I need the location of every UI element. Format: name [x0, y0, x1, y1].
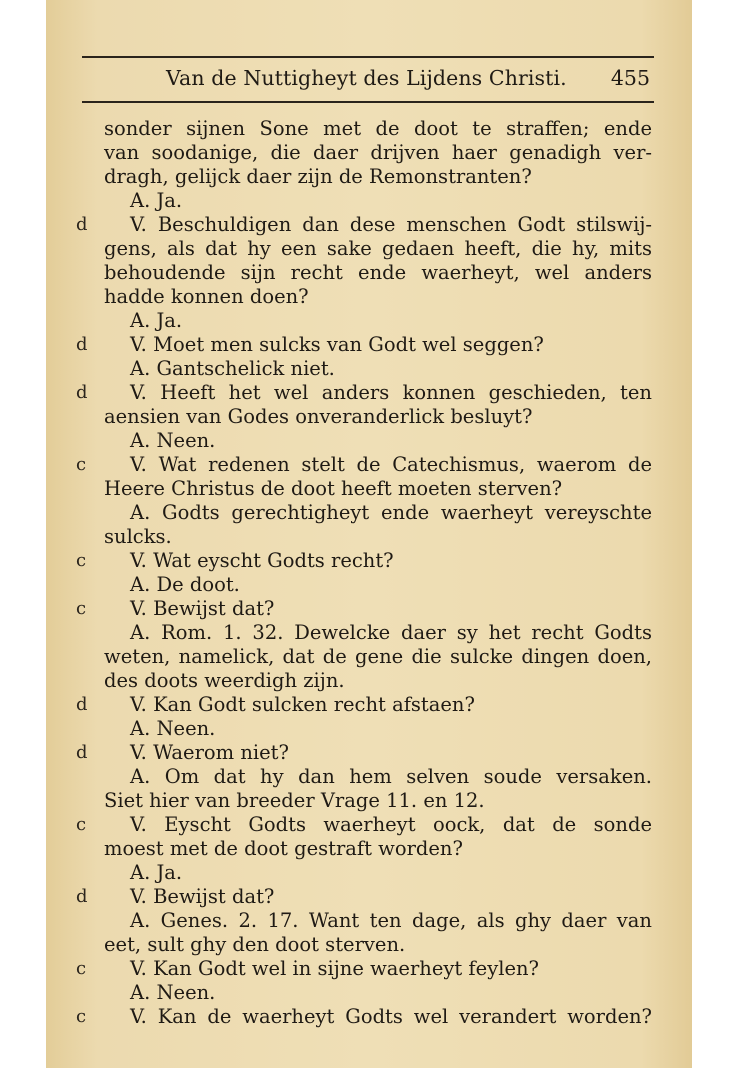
text-line: A. Godts gerechtigheyt ende waerheyt vereyschte [130, 501, 652, 524]
text-line: moest met de doot gestraft worden? [104, 837, 463, 860]
text-line: sulcks. [104, 525, 172, 548]
margin-mark: c [76, 958, 87, 979]
text-line: aensien van Godes onveranderlick besluyt? [104, 405, 533, 428]
margin-mark: c [76, 550, 87, 571]
text-line: weten, namelick, dat de gene die sulcke dingen doen, [104, 645, 652, 668]
page-number: 455 [610, 66, 650, 90]
text-line: V. Beschuldigen dan dese menschen Godt stilswij- [130, 213, 652, 236]
text-line: V. Wat redenen stelt de Catechismus, waerom de [130, 453, 652, 476]
text-line: V. Bewijst dat? [130, 885, 275, 908]
text-line: dragh, gelijck daer zijn de Remonstranten? [104, 165, 532, 188]
text-line: A. Genes. 2. 17. Want ten dage, als ghy daer van [130, 909, 652, 932]
text-line: A. Ja. [130, 309, 183, 332]
text-line: des doots weerdigh zijn. [104, 669, 345, 692]
text-line: V. Eyscht Godts waerheyt oock, dat de sonde [130, 813, 652, 836]
text-line: A. Neen. [130, 981, 216, 1004]
text-line: Siet hier van breeder Vrage 11. en 12. [104, 789, 485, 812]
margin-mark: c [76, 814, 87, 835]
text-line: V. Waerom niet? [130, 741, 289, 764]
text-line: A. Rom. 1. 32. Dewelcke daer sy het recht Godts [130, 621, 652, 644]
margin-mark: c [76, 598, 87, 619]
text-line: A. Gantschelick niet. [130, 357, 335, 380]
text-line: V. Wat eyscht Godts recht? [130, 549, 394, 572]
header-title: Van de Nuttigheyt des Lijdens Christi. [166, 66, 567, 90]
header-rule-top [82, 56, 654, 58]
text-line: eet, sult ghy den doot sterven. [104, 933, 406, 956]
running-header [82, 62, 654, 96]
margin-mark: d [76, 382, 88, 403]
text-line: A. Ja. [130, 189, 183, 212]
text-line: A. Neen. [130, 717, 216, 740]
text-line: A. Neen. [130, 429, 216, 452]
margin-mark: d [76, 742, 88, 763]
text-line: van soodanige, die daer drijven haer genadigh ver- [104, 141, 652, 164]
text-line: A. De doot. [130, 573, 240, 596]
text-line: V. Moet men sulcks van Godt wel seggen? [130, 333, 544, 356]
margin-mark: d [76, 886, 88, 907]
margin-mark: d [76, 334, 88, 355]
text-line: V. Kan Godt wel in sijne waerheyt feylen? [130, 957, 539, 980]
text-line: V. Kan Godt sulcken recht afstaen? [130, 693, 475, 716]
text-line: V. Bewijst dat? [130, 597, 275, 620]
text-line: A. Om dat hy dan hem selven soude versaken. [130, 765, 652, 788]
margin-mark: c [76, 454, 87, 475]
header-rule-bottom [82, 101, 654, 103]
text-line: hadde konnen doen? [104, 285, 309, 308]
text-line: gens, als dat hy een sake gedaen heeft, die hy, mits [104, 237, 652, 260]
margin-mark: c [76, 1006, 87, 1027]
text-line: V. Heeft het wel anders konnen geschieden, ten [130, 381, 652, 404]
text-line: A. Ja. [130, 861, 183, 884]
text-line: sonder sijnen Sone met de doot te straffen; ende [104, 117, 652, 140]
text-line: V. Kan de waerheyt Godts wel verandert worden? [130, 1005, 652, 1028]
text-line: Heere Christus de doot heeft moeten sterven? [104, 477, 563, 500]
text-line: behoudende sijn recht ende waerheyt, wel anders [104, 261, 652, 284]
margin-mark: d [76, 214, 88, 235]
margin-mark: d [76, 694, 88, 715]
